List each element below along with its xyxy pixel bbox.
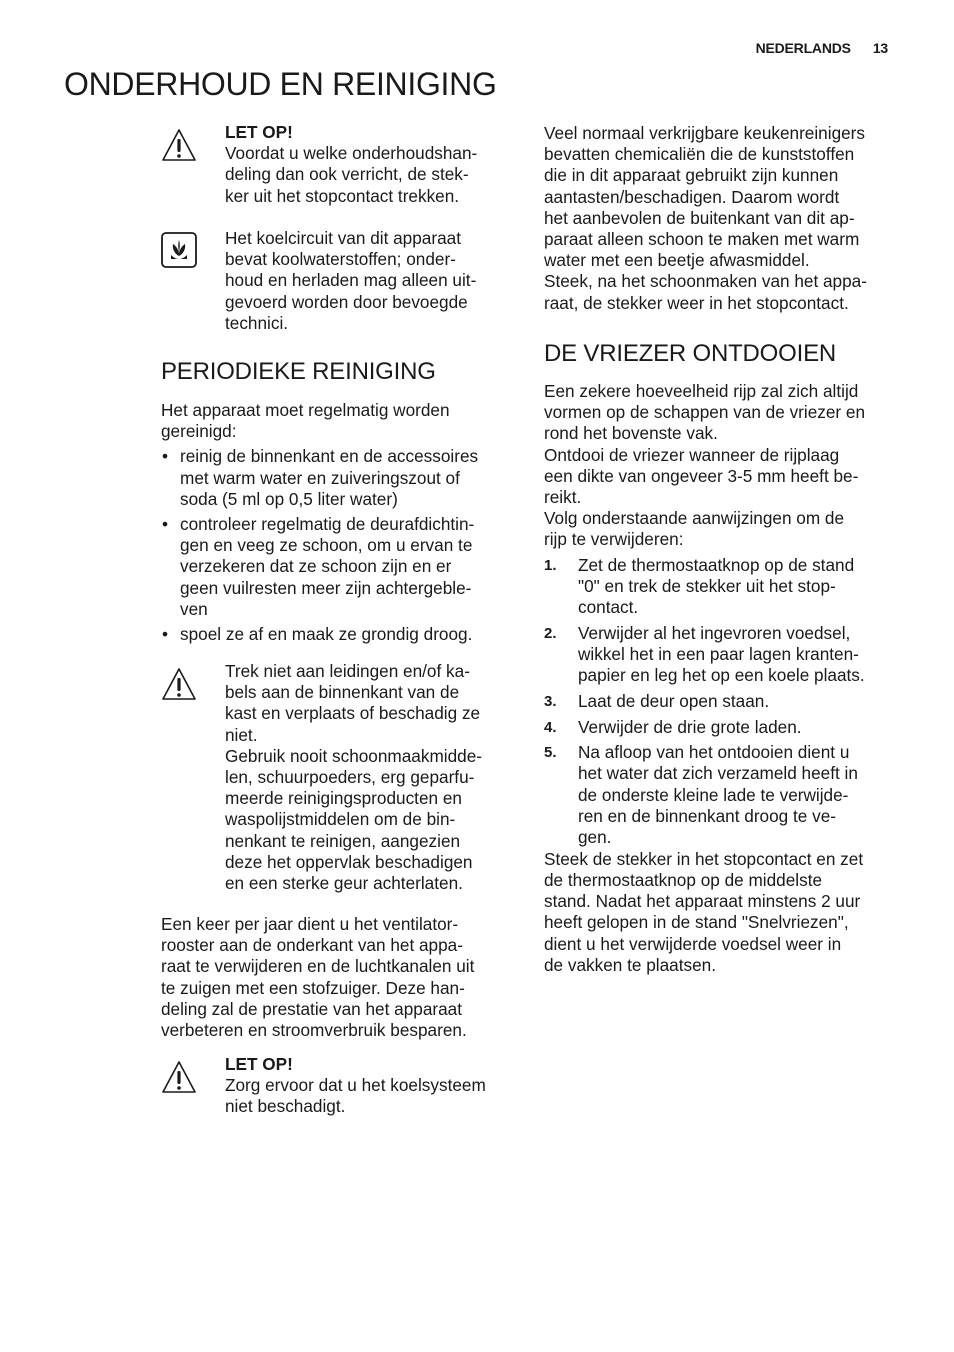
text-line: heeft gelopen in de stand "Snelvriezen", [544, 912, 849, 933]
periodic-cleaning-block [161, 400, 513, 649]
text-line: Na afloop van het ontdooien dient u [578, 742, 850, 763]
text-line: soda (5 ml op 0,5 liter water) [180, 488, 398, 509]
note-line: en een sterke geur achterlaten. [225, 873, 463, 894]
text-line: Een keer per jaar dient u het ventilator- [161, 914, 459, 934]
text-line: • spoel ze af en maak ze grondig droog. [180, 624, 473, 645]
text-line: Verwijder al het ingevroren voedsel, [578, 622, 851, 643]
text-line: rijp te verwijderen: [544, 529, 684, 550]
text-line: Veel normaal verkrijgbare keukenreinigers [544, 123, 865, 143]
step-number: 3. [544, 692, 557, 710]
note-heading: LET OP! [225, 122, 293, 142]
warning-note-cooling-system [161, 1054, 513, 1118]
step-number: 2. [544, 624, 557, 642]
text-line: bevatten chemicaliën die de kunststoffen [544, 144, 855, 165]
text-line: het aanbevolen de buitenkant van dit ap- [544, 207, 855, 228]
text-line: gereinigd: [161, 421, 237, 442]
text-line: ren en de binnenkant droog te ve- [578, 805, 836, 826]
text-line: rond het bovenste vak. [544, 423, 718, 444]
text-line: paraat alleen schoon te maken met warm [544, 229, 860, 250]
text-line: Het apparaat moet regelmatig worden [161, 400, 450, 420]
text-line: Zet de thermostaatknop op de stand [578, 554, 855, 575]
page-header [756, 40, 888, 56]
text-line: • controleer regelmatig de deurafdichtin- [180, 514, 475, 535]
note-line: technici. [225, 312, 289, 333]
text-line: Volg onderstaande aanwijzingen om de [544, 508, 845, 529]
text-line: • reinig de binnenkant en de accessoires [180, 446, 479, 467]
text-line: Ontdooi de vriezer wanneer de rijplaag [544, 444, 840, 465]
text-line: verbeteren en stroomverbruik besparen. [161, 1020, 467, 1041]
text-line: ven [180, 598, 208, 619]
note-line: len, schuurpoeders, erg geparfu- [225, 767, 475, 788]
text-line: water met een beetje afwasmiddel. [544, 250, 810, 271]
text-line: Verwijder de drie grote laden. [578, 716, 802, 737]
list-item [544, 555, 899, 619]
text-line: Een zekere hoeveelheid rijp zal zich altijd [544, 381, 859, 401]
text-line: dient u het verwijderde voedsel weer in [544, 933, 842, 954]
text-line: raat te verwijderen en de luchtkanalen uit [161, 956, 475, 977]
step-number: 4. [544, 718, 557, 736]
ventilation-paragraph [161, 914, 513, 1041]
text-line: contact. [578, 597, 639, 618]
text-line: deling zal de prestatie van het apparaat [161, 998, 462, 1019]
list-item [161, 446, 513, 510]
step-number: 1. [544, 556, 557, 574]
section-heading-defrost: DE VRIEZER ONTDOOIEN [544, 340, 837, 367]
header-language: NEDERLANDS [755, 40, 851, 56]
text-line: die in dit apparaat gebruikt zijn kunnen [544, 165, 839, 186]
page-number: 13 [872, 40, 888, 56]
text-line: een dikte van ongeveer 3-5 mm heeft be- [544, 465, 859, 486]
note-line: Voordat u welke onderhoudshan- [225, 143, 478, 164]
text-line: de vakken te plaatsen. [544, 954, 716, 975]
note-line: meerde reinigingsproducten en [225, 788, 462, 809]
defrost-block [544, 381, 899, 976]
text-line: geen vuilresten meer zijn achtergeble- [180, 577, 472, 598]
note-line: deling dan ook verricht, de stek- [225, 164, 469, 185]
text-line: gen en veeg ze schoon, om u ervan te [180, 535, 473, 556]
text-line: vormen op de schappen van de vriezer en [544, 402, 866, 423]
text-line: verzekeren dat ze schoon zijn en er [180, 556, 452, 577]
text-line: reikt. [544, 487, 582, 508]
note-line: Trek niet aan leidingen en/of ka- [225, 661, 470, 681]
text-line: gen. [578, 827, 612, 848]
text-line: met warm water en zuiveringszout of [180, 467, 460, 488]
text-line: de thermostaatknop op de middelste [544, 869, 823, 890]
note-line: waspolijstmiddelen om de bin- [225, 809, 456, 830]
warning-triangle-icon [161, 667, 197, 701]
note-line: deze het oppervlak beschadigen [225, 851, 473, 872]
list-item [161, 514, 513, 620]
note-line: kast en verplaats of beschadig ze [225, 703, 481, 724]
warning-triangle-icon [161, 128, 197, 162]
note-line: ker uit het stopcontact trekken. [225, 185, 460, 206]
list-item [161, 624, 513, 645]
cleaning-bullet-list [161, 446, 513, 645]
step-number: 5. [544, 744, 557, 762]
text-line: het water dat zich verzameld heeft in [578, 763, 858, 784]
list-item [544, 623, 899, 687]
defrost-intro [544, 381, 899, 551]
note-line: niet. [225, 724, 258, 745]
section-heading-periodic-cleaning: PERIODIEKE REINIGING [161, 358, 436, 385]
note-line: nenkant te reinigen, aangezien [225, 830, 461, 851]
note-line: houd en herladen mag alleen uit- [225, 270, 477, 291]
text-line: aantasten/beschadigen. Daarom wordt [544, 186, 840, 207]
note-line: Zorg ervoor dat u het koelsysteem [225, 1075, 486, 1096]
environment-note [161, 228, 513, 334]
environment-icon [161, 232, 197, 268]
text-line: Laat de deur open staan. [578, 690, 770, 711]
text-line: stand. Nadat het apparaat minstens 2 uur [544, 891, 861, 912]
list-item [544, 691, 899, 712]
text-line: raat, de stekker weer in het stopcontact. [544, 292, 849, 313]
text-line: de onderste kleine lade te verwijde- [578, 784, 849, 805]
text-line: rooster aan de onderkant van het appa- [161, 935, 463, 956]
note-line: gevoerd worden door bevoegde [225, 291, 468, 312]
note-line: bevat koolwaterstoffen; onder- [225, 249, 456, 270]
intro-paragraph [161, 400, 513, 442]
text-line: papier en leg het op een koele plaats. [578, 665, 865, 686]
text-line: Steek, na het schoonmaken van het appa- [544, 271, 867, 292]
text-line: te zuigen met een stofzuiger. Deze han- [161, 977, 465, 998]
text-line: Steek de stekker in het stopcontact en zet [544, 848, 864, 869]
text-line: wikkel het in een paar lagen kranten- [578, 643, 859, 664]
warning-note-cables [161, 661, 513, 894]
cleaners-paragraph [544, 123, 899, 314]
text-line: "0" en trek de stekker uit het stop- [578, 575, 836, 596]
note-line: bels aan de binnenkant van de [225, 682, 460, 703]
defrost-closing [544, 849, 899, 976]
warning-triangle-icon [161, 1060, 197, 1094]
note-line: Gebruik nooit schoonmaakmidde- [225, 745, 482, 766]
note-line: niet beschadigt. [225, 1096, 346, 1117]
warning-note-unplug [161, 122, 513, 207]
note-line: Het koelcircuit van dit apparaat [225, 228, 461, 248]
list-item [544, 742, 899, 848]
list-item [544, 717, 899, 738]
defrost-steps-list [544, 555, 899, 849]
note-heading: LET OP! [225, 1054, 293, 1074]
page-title: ONDERHOUD EN REINIGING [64, 66, 497, 102]
